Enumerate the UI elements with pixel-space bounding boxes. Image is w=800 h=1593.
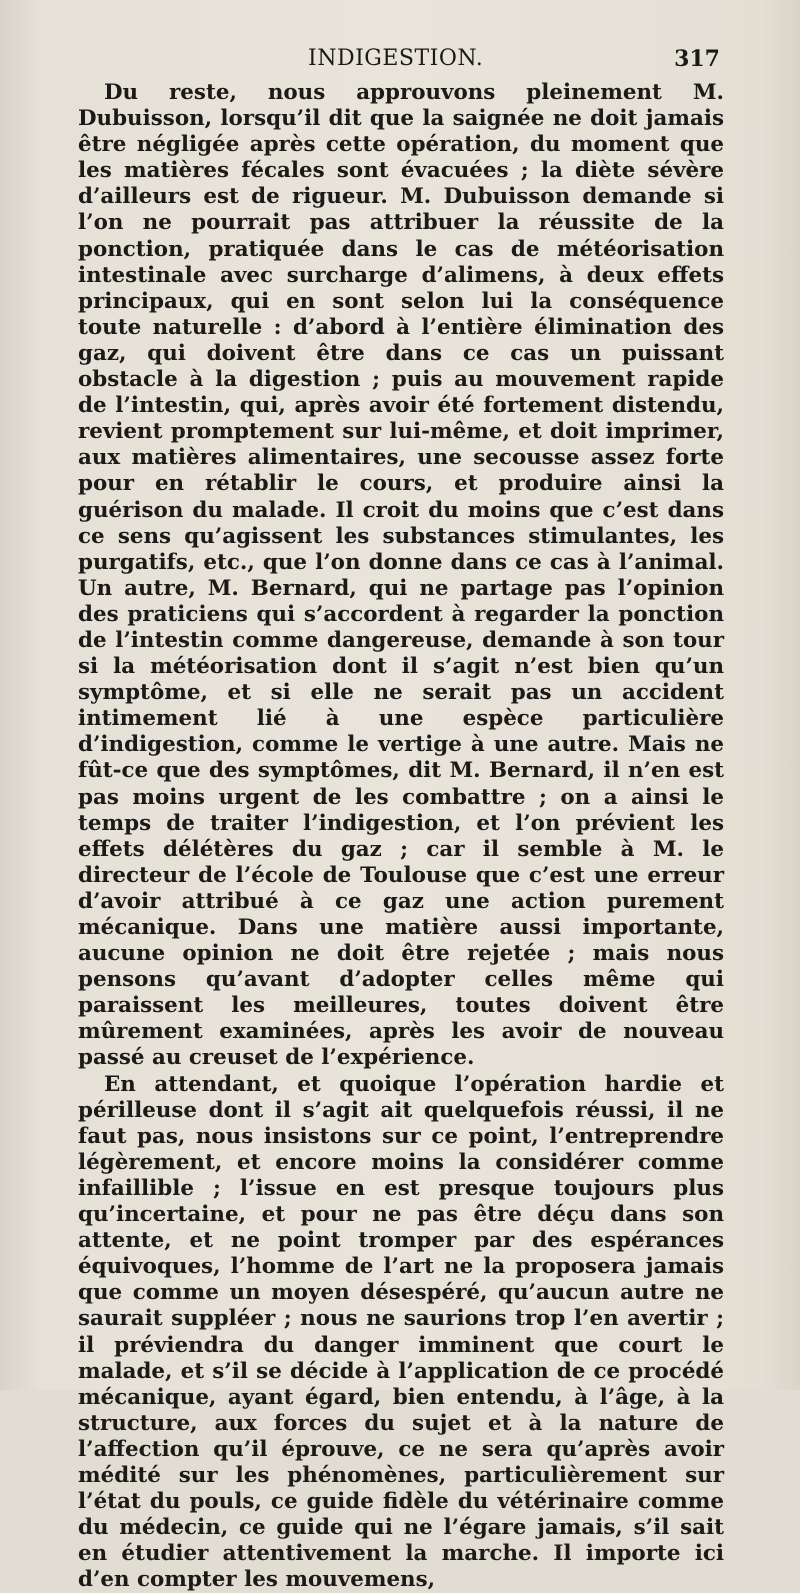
running-head: INDIGESTION. xyxy=(308,46,484,71)
page-header xyxy=(80,46,720,76)
page-number: 317 xyxy=(674,46,720,72)
paragraph-1: Du reste, nous approuvons pleinement M. Dubuisson, lorsqu’il dit que la saignée ne doit jamais être négligée après cette opération, du moment que les matières fécales sont évacuées ; la diète sévère d’ailleurs est de rigueur. M. Dubuisson demande si l’on ne pourrait pas attribuer la réussite de la ponction, pratiquée dans le cas de météorisation intestinale avec surcharge d’alimens, à deux effets principaux, qui en sont selon lui la conséquence toute naturelle : d’abord à l’entière élimination des gaz, qui doivent être dans ce cas un puissant obstacle à la digestion ; puis au mouvement rapide de l’intestin, qui, après avoir été fortement distendu, revient promptement sur lui-même, et doit imprimer, aux matières alimentaires, une secousse assez forte pour en rétablir le cours, et produire ainsi la guérison du malade. Il croit du moins que c’est dans ce sens qu’agissent les substances stimulantes, les purgatifs, etc., que l’on donne dans ce cas à l’animal. Un autre, M. Bernard, qui ne partage pas l’opinion des praticiens qui s’accordent à regarder la ponction de l’intestin comme dangereuse, demande à son tour si la météorisation dont il s’agit n’est bien qu’un symptôme, et si elle ne serait pas un accident intimement lié à une espèce particulière d’indigestion, comme le vertige à une autre. Mais ne fût-ce que des symptômes, dit M. Bernard, il n’en est pas moins urgent de les combattre ; on a ainsi le temps de traiter l’indigestion, et l’on prévient les effets délétères du gaz ; car il semble à M. le directeur de l’école de Toulouse que c’est une erreur d’avoir attribué à ce gaz une action purement mécanique. Dans une matière aussi importante, aucune opinion ne doit être rejetée ; mais nous pensons qu’avant d’adopter celles même qui paraissent les meilleures, toutes doivent être mûrement examinées, après les avoir de nouveau passé au creuset de l’expérience. xyxy=(78,80,724,1071)
paragraph-2: En attendant, et quoique l’opération hardie et périlleuse dont il s’agit ait quelquefois réussi, il ne faut pas, nous insistons sur ce point, l’entreprendre légèrement, et encore moins la considérer comme infaillible ; l’issue en est presque toujours plus qu’incertaine, et pour ne pas être déçu dans son attente, et ne point tromper par des espérances équivoques, l’homme de l’art ne la proposera jamais que comme un moyen désespéré, qu’aucun autre ne saurait suppléer ; nous ne saurions trop l’en avertir ; il préviendra du danger imminent que court le malade, et s’il se décide à l’application de ce procédé mécanique, ayant égard, bien entendu, à l’âge, à la structure, aux forces du sujet et à la nature de l’affection qu’il éprouve, ce ne sera qu’après avoir médité sur les phénomènes, particulièrement sur l’état du pouls, ce guide fidèle du vétérinaire comme du médecin, ce guide qui ne l’égare jamais, s’il sait en étudier attentivement la marche. Il importe ici d’en compter les mouvemens, xyxy=(78,1071,724,1593)
body-text xyxy=(78,80,724,1593)
